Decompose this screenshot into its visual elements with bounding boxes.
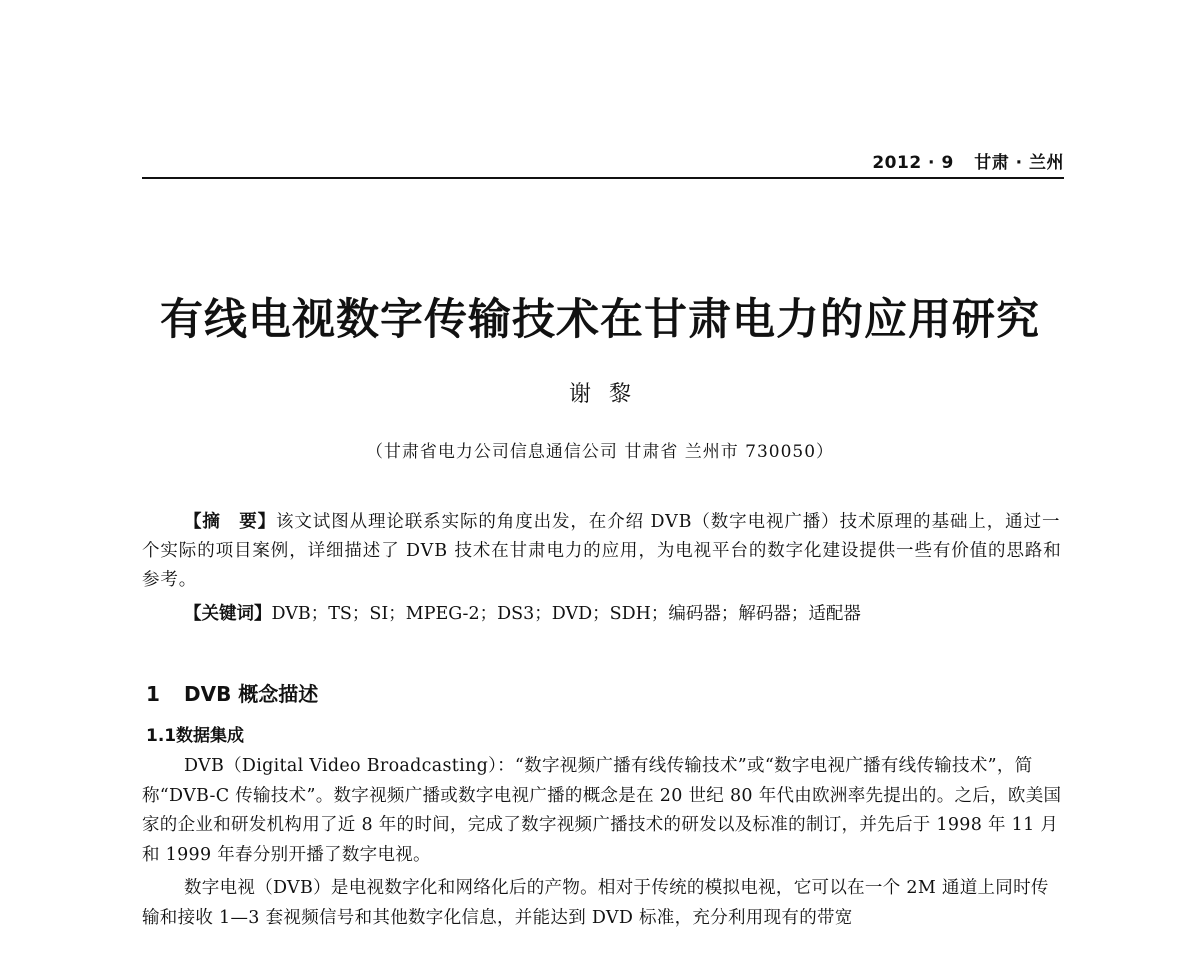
location: 甘肃 · 兰州 (974, 153, 1064, 173)
issue-date: 2012 · 9 (872, 153, 954, 173)
abstract-text: 该文试图从理论联系实际的角度出发，在介绍 DVB（数字电视广播）技术原理的基础上，通过一个实际的项目案例，详细描述了 DVB 技术在甘肃电力的应用，为电视平台的数字化建设提供一些有价值的思路和参考。 (142, 512, 1062, 590)
header-rule (142, 177, 1064, 179)
body-text (142, 752, 1064, 937)
keywords-label: 【关键词】 (184, 604, 272, 624)
subsection-heading-1-1 (146, 721, 244, 746)
abstract (142, 508, 1064, 595)
author-affiliation: （甘肃省电力公司信息通信公司 甘肃省 兰州市 730050） (365, 442, 835, 462)
keywords-text: DVB；TS；SI；MPEG-2；DS3；DVD；SDH；编码器；解码器；适配器 (271, 604, 861, 624)
subsection-number: 1.1 (146, 726, 177, 746)
section-title: DVB 概念描述 (184, 682, 319, 706)
running-header (872, 148, 1064, 173)
section-heading-1 (146, 678, 318, 707)
author-name: 谢黎 (568, 382, 649, 407)
subsection-title: 数据集成 (176, 726, 244, 746)
paper-title: 有线电视数字传输技术在甘肃电力的应用研究 (160, 295, 1040, 345)
keywords (184, 600, 861, 629)
section-number: 1 (146, 682, 160, 706)
body-paragraph: 数字电视（DVB）是电视数字化和网络化后的产物。相对于传统的模拟电视，它可以在一个 2M 通道上同时传输和接收 1—3 套视频信号和其他数字化信息，并能达到 DVD 标准，充分利用现有的带宽 (142, 878, 1049, 928)
body-paragraph: DVB（Digital Video Broadcasting）：“数字视频广播有线传输技术”或“数字电视广播有线传输技术”，简称“DVB-C 传输技术”。数字视频广播或数字电视广播的概念是在 20 世纪 80 年代由欧洲率先提出的。之后，欧美国家的企业和研发机构用了近 8 年的时间，完成了数字视频广播技术的研发以及标准的制订，并先后于 1998 年 11 月和 1999 年春分别开播了数字电视。 (142, 756, 1062, 865)
abstract-label: 【摘 要】 (184, 512, 276, 532)
